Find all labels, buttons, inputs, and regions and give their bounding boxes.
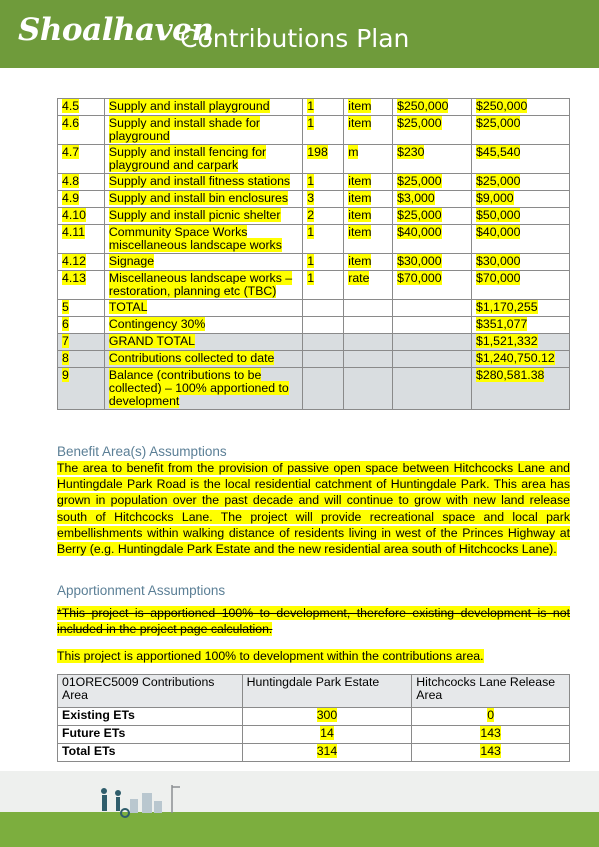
item-unit: item (344, 191, 393, 208)
item-total: $250,000 (472, 99, 570, 116)
empty-cell (393, 334, 472, 351)
summary-total: $351,077 (472, 317, 570, 334)
item-total: $9,000 (472, 191, 570, 208)
item-quantity: 1 (303, 271, 344, 300)
summary-total: $280,581.38 (472, 368, 570, 410)
et-value-hitchcocks: 143 (412, 726, 570, 744)
item-unit: item (344, 254, 393, 271)
item-rate: $40,000 (393, 225, 472, 254)
item-description: Supply and install picnic shelter (104, 208, 302, 225)
empty-cell (393, 300, 472, 317)
struck-note: *This project is apportioned 100% to development, therefore existing development is not included in the project page calculation. (57, 606, 570, 637)
item-quantity: 198 (303, 145, 344, 174)
summary-row (58, 368, 570, 410)
item-number: 4.6 (58, 116, 105, 145)
empty-cell (303, 317, 344, 334)
et-value-hitchcocks: 143 (412, 744, 570, 762)
item-description: Supply and install shade for playground (104, 116, 302, 145)
empty-cell (393, 368, 472, 410)
item-description: Community Space Works miscellaneous landscape works (104, 225, 302, 254)
item-number: 4.10 (58, 208, 105, 225)
item-rate: $70,000 (393, 271, 472, 300)
summary-row (58, 317, 570, 334)
cost-row (58, 145, 570, 174)
item-unit: m (344, 145, 393, 174)
summary-row (58, 351, 570, 368)
item-total: $45,540 (472, 145, 570, 174)
item-rate: $230 (393, 145, 472, 174)
cost-row (58, 191, 570, 208)
et-row-total (58, 744, 570, 762)
item-number: 4.5 (58, 99, 105, 116)
item-description: Supply and install playground (104, 99, 302, 116)
empty-cell (344, 334, 393, 351)
empty-cell (344, 351, 393, 368)
item-number: 4.8 (58, 174, 105, 191)
item-rate: $25,000 (393, 208, 472, 225)
item-unit: item (344, 99, 393, 116)
item-rate: $3,000 (393, 191, 472, 208)
item-number: 4.11 (58, 225, 105, 254)
et-row-future (58, 726, 570, 744)
cost-row (58, 174, 570, 191)
item-unit: rate (344, 271, 393, 300)
summary-total: $1,170,255 (472, 300, 570, 317)
header-banner (0, 0, 599, 68)
item-quantity: 1 (303, 225, 344, 254)
cost-row (58, 225, 570, 254)
summary-number: 7 (58, 334, 105, 351)
summary-description: TOTAL (104, 300, 302, 317)
et-header-area: 01OREC5009 Contributions Area (58, 675, 243, 708)
item-unit: item (344, 174, 393, 191)
summary-description: Contingency 30% (104, 317, 302, 334)
et-header-huntingdale: Huntingdale Park Estate (242, 675, 412, 708)
summary-number: 8 (58, 351, 105, 368)
item-total: $50,000 (472, 208, 570, 225)
family-park-illustration (90, 785, 200, 825)
item-number: 4.12 (58, 254, 105, 271)
summary-description: Contributions collected to date (104, 351, 302, 368)
summary-total: $1,240,750.12 (472, 351, 570, 368)
benefit-paragraph: The area to benefit from the provision of passive open space between Hitchcocks Lane and Huntingdale Park Road is the local residential catchment of Huntingdale Park. This area has grown in population over the past decade and will continue to grow with new land release south of Hitchcocks Lane. The project will provide recreational space and local park embellishments within walking distance of residents living in west of the Princes Highway at Berry (e.g. Huntingdale Park Estate and the new residential area south of Hitchcocks Lane). (57, 461, 570, 557)
item-total: $70,000 (472, 271, 570, 300)
item-description: Supply and install bin enclosures (104, 191, 302, 208)
item-quantity: 1 (303, 174, 344, 191)
item-number: 4.9 (58, 191, 105, 208)
cost-table (57, 98, 570, 410)
item-total: $25,000 (472, 116, 570, 145)
item-number: 4.13 (58, 271, 105, 300)
item-description: Supply and install fitness stations (104, 174, 302, 191)
item-description: Miscellaneous landscape works – restoration, planning etc (TBC) (104, 271, 302, 300)
item-quantity: 1 (303, 254, 344, 271)
summary-number: 5 (58, 300, 105, 317)
item-quantity: 1 (303, 99, 344, 116)
et-value-huntingdale: 300 (242, 708, 412, 726)
empty-cell (303, 368, 344, 410)
shoalhaven-logo: Shoalhaven (18, 12, 214, 48)
cost-row (58, 116, 570, 145)
item-number: 4.7 (58, 145, 105, 174)
empty-cell (344, 300, 393, 317)
empty-cell (393, 317, 472, 334)
cost-row (58, 208, 570, 225)
summary-description: Balance (contributions to be collected) – 100% apportioned to development (104, 368, 302, 410)
empty-cell (303, 300, 344, 317)
item-total: $30,000 (472, 254, 570, 271)
et-value-hitchcocks: 0 (412, 708, 570, 726)
benefit-heading: Benefit Area(s) Assumptions (57, 444, 227, 459)
item-rate: $25,000 (393, 174, 472, 191)
et-header-hitchcocks: Hitchcocks Lane Release Area (412, 675, 570, 708)
item-total: $25,000 (472, 174, 570, 191)
item-quantity: 3 (303, 191, 344, 208)
item-unit: item (344, 116, 393, 145)
empty-cell (344, 317, 393, 334)
document-title: Contributions Plan (180, 24, 410, 53)
et-value-huntingdale: 14 (242, 726, 412, 744)
item-quantity: 2 (303, 208, 344, 225)
item-rate: $25,000 (393, 116, 472, 145)
summary-description: GRAND TOTAL (104, 334, 302, 351)
et-row-existing (58, 708, 570, 726)
item-total: $40,000 (472, 225, 570, 254)
empty-cell (303, 334, 344, 351)
empty-cell (344, 368, 393, 410)
cost-row (58, 99, 570, 116)
et-value-huntingdale: 314 (242, 744, 412, 762)
et-row-label: Future ETs (58, 726, 243, 744)
item-unit: item (344, 208, 393, 225)
summary-row (58, 334, 570, 351)
item-rate: $250,000 (393, 99, 472, 116)
cost-row (58, 271, 570, 300)
apportionment-paragraph: This project is apportioned 100% to development within the contributions area. (57, 649, 484, 663)
summary-total: $1,521,332 (472, 334, 570, 351)
empty-cell (393, 351, 472, 368)
et-header-row (58, 675, 570, 708)
cost-row (58, 254, 570, 271)
et-row-label: Total ETs (58, 744, 243, 762)
item-description: Supply and install fencing for playground and carpark (104, 145, 302, 174)
item-quantity: 1 (303, 116, 344, 145)
summary-number: 9 (58, 368, 105, 410)
item-description: Signage (104, 254, 302, 271)
et-table (57, 674, 570, 762)
summary-number: 6 (58, 317, 105, 334)
item-unit: item (344, 225, 393, 254)
item-rate: $30,000 (393, 254, 472, 271)
empty-cell (303, 351, 344, 368)
apportionment-heading: Apportionment Assumptions (57, 583, 226, 598)
summary-row (58, 300, 570, 317)
et-row-label: Existing ETs (58, 708, 243, 726)
